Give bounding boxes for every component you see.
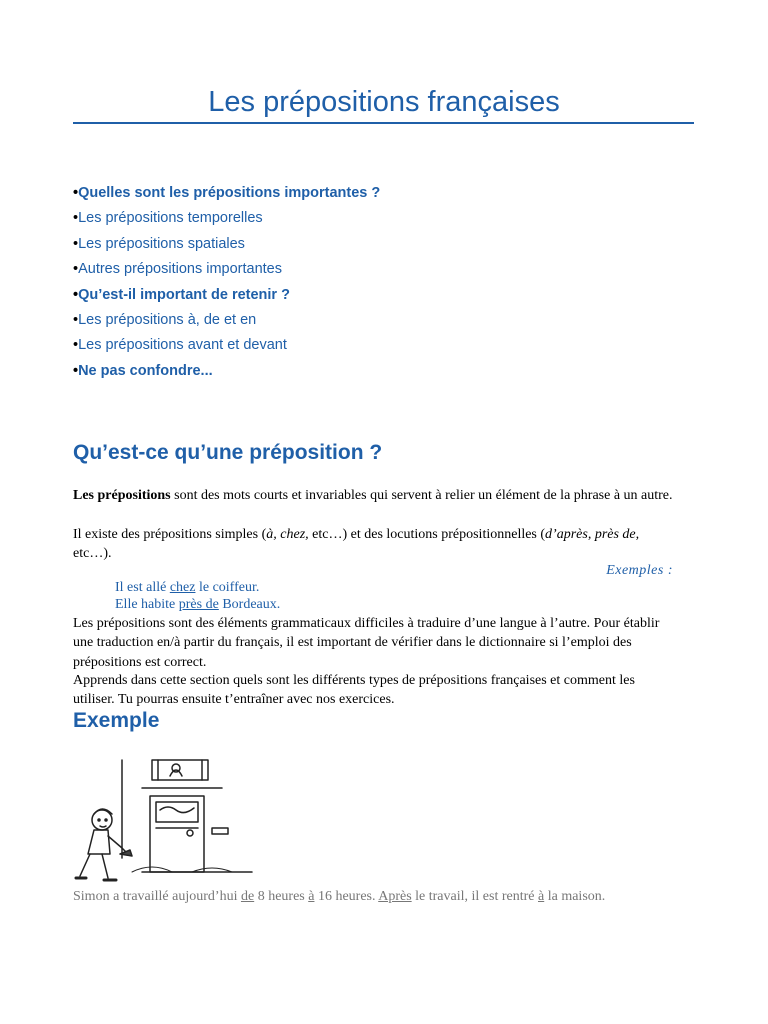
toc-link-spatial[interactable]: Les prépositions spatiales xyxy=(78,235,245,252)
types-text-2: etc…) et des locutions prépositionnelles ( xyxy=(308,527,546,542)
types-text-1: Il existe des prépositions simples ( xyxy=(73,527,267,542)
caption-prep-a-2: à xyxy=(538,889,545,904)
caption-prep-a: à xyxy=(308,889,315,904)
page-title: Les prépositions françaises xyxy=(208,86,560,118)
example-1-preposition: chez xyxy=(169,580,196,595)
toc-link-confusion[interactable]: Ne pas confondre... xyxy=(78,362,213,379)
toc-link-important[interactable]: Quelles sont les prépositions importantes ? xyxy=(78,185,381,201)
types-paragraph xyxy=(73,525,675,564)
caption-text-4: le travail, il est rentré xyxy=(411,889,538,904)
examples-label: Exemples : xyxy=(606,563,673,578)
definition-term: Les prépositions xyxy=(73,488,171,503)
toc-link-a-de-en[interactable]: Les prépositions à, de et en xyxy=(78,311,257,328)
toc-item-temporal[interactable] xyxy=(73,208,380,233)
types-simple-examples: à, chez, xyxy=(266,527,309,542)
caption-text-5: la maison. xyxy=(544,889,606,904)
example-1-end: le coiffeur. xyxy=(195,580,260,595)
section-intro-paragraph: Apprends dans cette section quels sont les différents types de prépositions françaises et comment les utiliser. Tu pourras ensuite t’entraîner avec nos exercices. xyxy=(73,673,635,708)
flower-icon xyxy=(172,764,180,772)
section-heading-definition: Qu’est-ce qu’une préposition ? xyxy=(73,441,383,464)
toc-item-avant-devant[interactable] xyxy=(73,335,380,360)
toc-bullet: • xyxy=(73,362,79,379)
toc-bullet: • xyxy=(73,261,79,278)
example-line-1 xyxy=(115,580,259,596)
toc-item-spatial[interactable] xyxy=(73,234,380,259)
example-2-end: Bordeaux. xyxy=(218,597,281,612)
mailbox xyxy=(212,828,228,834)
toc-bullet: • xyxy=(73,337,79,354)
caption-text-1: Simon a travaillé aujourd’hui xyxy=(73,889,241,904)
toc-link-temporal[interactable]: Les prépositions temporelles xyxy=(78,210,263,227)
caption-text-3: 16 heures. xyxy=(314,889,379,904)
boy-body xyxy=(88,830,110,854)
toc-item-other[interactable] xyxy=(73,259,380,284)
section-heading-example: Exemple xyxy=(73,709,160,732)
toc-link-retain[interactable]: Qu’est-il important de retenir ? xyxy=(78,286,290,303)
example-2-preposition: près de xyxy=(178,597,219,612)
toc-bullet: • xyxy=(73,235,79,252)
toc-link-avant-devant[interactable]: Les prépositions avant et devant xyxy=(78,337,287,354)
caption-prep-apres: Après xyxy=(378,889,412,904)
boy-at-door-illustration xyxy=(72,758,256,886)
toc-bullet: • xyxy=(73,185,79,201)
example-2-text: Elle habite xyxy=(115,597,179,612)
toc-bullet: • xyxy=(73,286,79,303)
caption-prep-de: de xyxy=(240,889,255,904)
types-locution-examples: d’après, près de, xyxy=(545,527,640,542)
flower-pot xyxy=(170,770,182,776)
toc-link-other[interactable]: Autres prépositions importantes xyxy=(78,261,282,278)
title-underline xyxy=(73,122,694,124)
caption-text-2: 8 heures xyxy=(254,889,309,904)
toc-item-a-de-en[interactable] xyxy=(73,310,380,335)
toc-item-important[interactable] xyxy=(73,183,380,208)
definition-paragraph xyxy=(73,486,675,505)
example-line-2 xyxy=(115,597,280,613)
toc-bullet: • xyxy=(73,210,79,227)
door xyxy=(150,796,204,872)
toc-bullet: • xyxy=(73,311,79,328)
definition-text: sont des mots courts et invariables qui servent à relier un élément de la phrase à un autre. xyxy=(170,488,673,503)
door-window xyxy=(156,802,198,822)
toc-item-retain[interactable] xyxy=(73,285,380,310)
example-1-text: Il est allé xyxy=(115,580,170,595)
example-caption xyxy=(73,889,605,905)
door-knob xyxy=(187,830,193,836)
toc-item-confusion[interactable] xyxy=(73,361,380,386)
translation-paragraph: Les prépositions sont des éléments grammaticaux difficiles à traduire d’une langue à l’autre. Pour établir une traduction en/à partir du français, il est important de vérifier dans le dictionnaire si l’emploi des prépositions est correct. xyxy=(73,616,660,670)
table-of-contents xyxy=(73,183,380,386)
types-text-3: etc…). xyxy=(73,546,112,562)
